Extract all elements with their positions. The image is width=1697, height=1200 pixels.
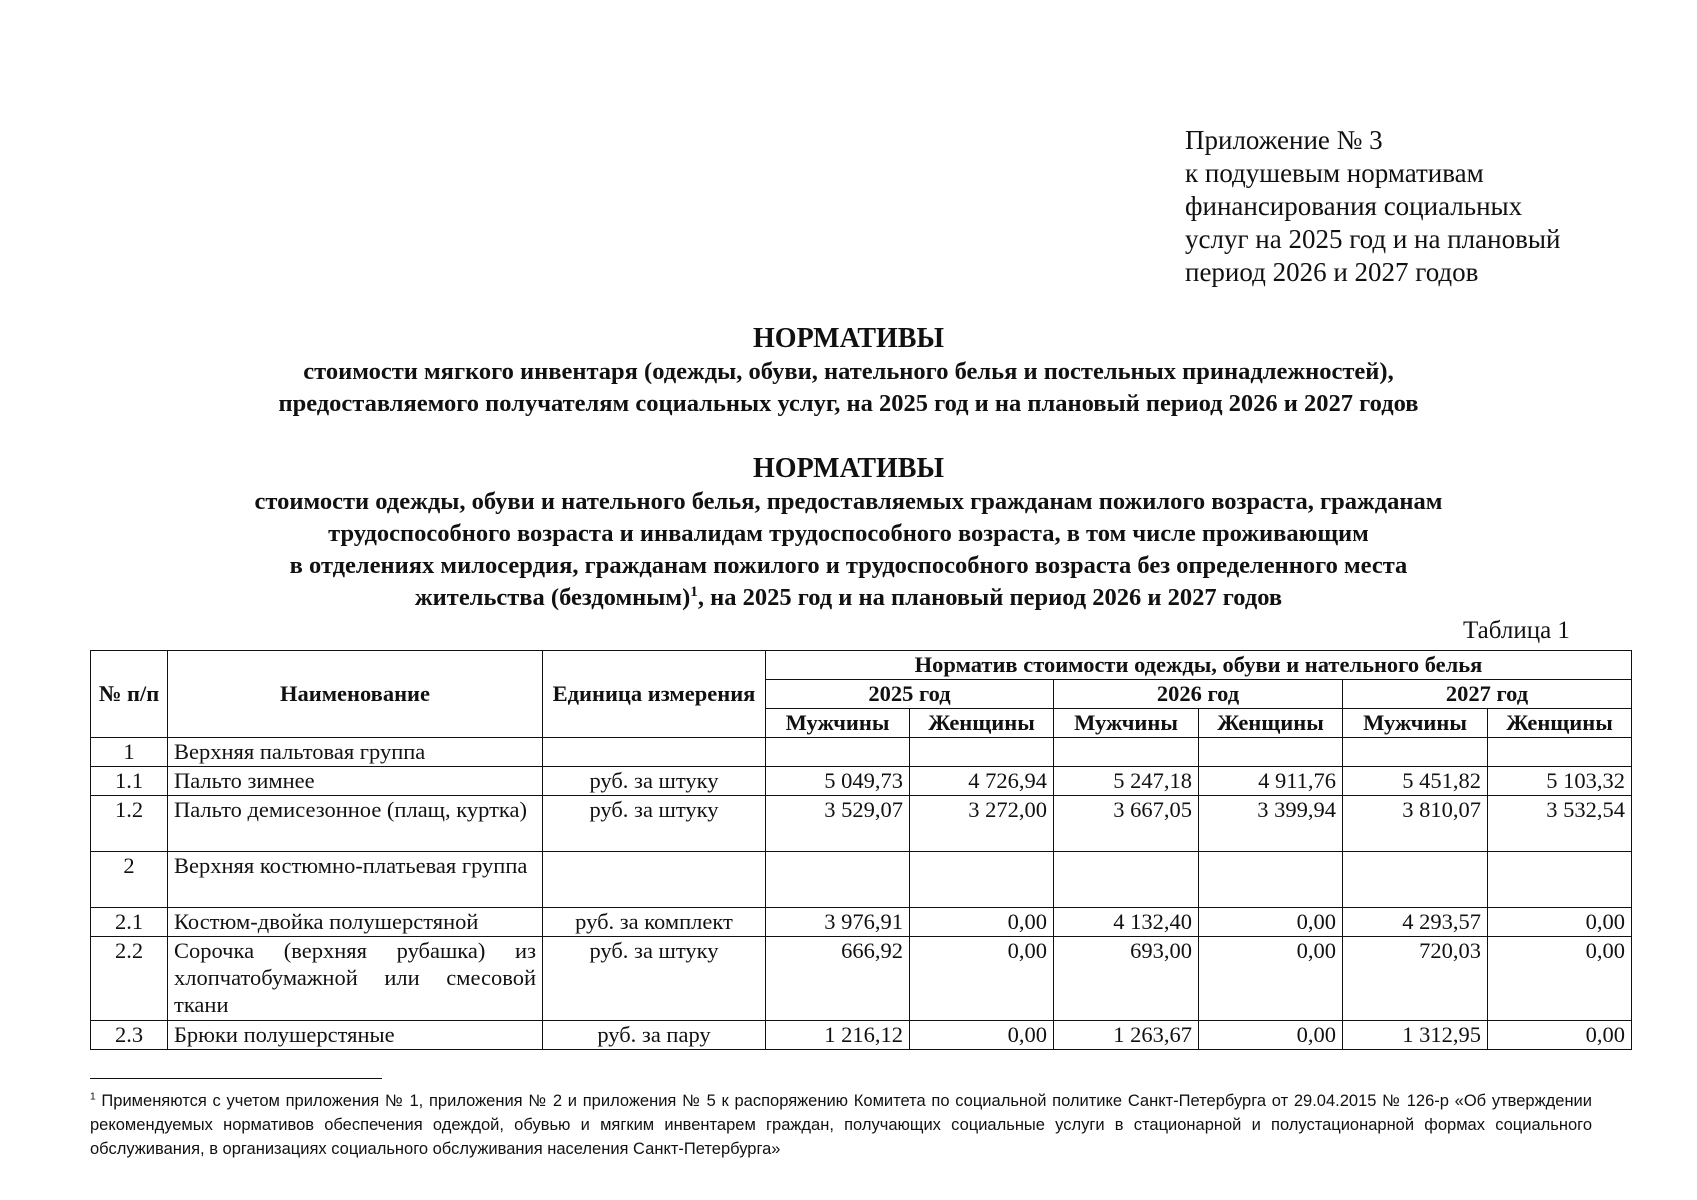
value-cell: 3 667,05: [1054, 796, 1199, 852]
table-caption: Таблица 1: [1463, 617, 1570, 644]
value-cell: 1 312,95: [1343, 1021, 1488, 1050]
value-cell: [1199, 738, 1343, 767]
row-name: Верхняя костюмно-платьевая группа: [168, 852, 543, 908]
table-row: [91, 796, 1632, 852]
row-name: Пальто демисезонное (плащ, куртка): [168, 796, 543, 852]
header-men: Мужчины: [1054, 709, 1199, 738]
value-cell: 720,03: [1343, 937, 1488, 1021]
value-cell: 0,00: [910, 937, 1054, 1021]
sub-heading: [60, 452, 1637, 614]
value-cell: 0,00: [1199, 1021, 1343, 1050]
header-year: 2026 год: [1054, 680, 1343, 709]
heading-title: НОРМАТИВЫ: [753, 323, 944, 354]
heading-text: жительства (бездомным): [414, 584, 691, 611]
norms-table: [90, 650, 1632, 1050]
table-row: [91, 852, 1632, 908]
value-cell: 3 976,91: [766, 908, 910, 937]
value-cell: 1 263,67: [1054, 1021, 1199, 1050]
value-cell: [1488, 738, 1632, 767]
header-row: [91, 651, 1632, 680]
value-cell: 3 529,07: [766, 796, 910, 852]
header-men: Мужчины: [766, 709, 910, 738]
table-row: [91, 908, 1632, 937]
value-cell: 3 810,07: [1343, 796, 1488, 852]
value-cell: 4 911,76: [1199, 767, 1343, 796]
heading-line: стоимости одежды, обуви и нательного белья, предоставляемых гражданам пожилого возраста, гражданам: [254, 488, 1443, 515]
heading-text: , на 2025 год и на плановый период 2026 и 2027 годов: [697, 584, 1283, 611]
row-num: 1.1: [91, 767, 168, 796]
value-cell: 3 532,54: [1488, 796, 1632, 852]
row-unit: руб. за комплект: [543, 908, 766, 937]
appendix-line: финансирования социальных: [1185, 191, 1523, 221]
footnote: [90, 1089, 1592, 1161]
value-cell: 3 399,94: [1199, 796, 1343, 852]
appendix-line: Приложение № 3: [1185, 125, 1383, 155]
row-unit: [543, 852, 766, 908]
header-women: Женщины: [1488, 709, 1632, 738]
value-cell: 0,00: [1488, 908, 1632, 937]
row-num: 1.2: [91, 796, 168, 852]
row-num: 2: [91, 852, 168, 908]
row-unit: руб. за штуку: [543, 937, 766, 1021]
value-cell: 693,00: [1054, 937, 1199, 1021]
value-cell: 0,00: [910, 1021, 1054, 1050]
value-cell: 4 726,94: [910, 767, 1054, 796]
row-num: 2.3: [91, 1021, 168, 1050]
table-row: [91, 937, 1632, 1021]
value-cell: [1199, 852, 1343, 908]
value-cell: [910, 738, 1054, 767]
heading-line: в отделениях милосердия, гражданам пожилого и трудоспособного возраста без определенного места: [289, 552, 1408, 579]
header-men: Мужчины: [1343, 709, 1488, 738]
value-cell: 1 216,12: [766, 1021, 910, 1050]
footnote-mark: 1: [90, 1091, 96, 1103]
value-cell: 5 049,73: [766, 767, 910, 796]
value-cell: 5 451,82: [1343, 767, 1488, 796]
row-num: 2.1: [91, 908, 168, 937]
header-women: Женщины: [910, 709, 1054, 738]
table-row: [91, 767, 1632, 796]
value-cell: [766, 738, 910, 767]
appendix-line: к подушевым нормативам: [1185, 158, 1484, 188]
value-cell: [1343, 852, 1488, 908]
appendix-line: период 2026 и 2027 годов: [1185, 257, 1479, 287]
appendix-note: [1185, 124, 1655, 289]
value-cell: [766, 852, 910, 908]
value-cell: [1488, 852, 1632, 908]
table-row: [91, 1021, 1632, 1050]
value-cell: [910, 852, 1054, 908]
value-cell: 5 247,18: [1054, 767, 1199, 796]
value-cell: [1054, 738, 1199, 767]
value-cell: 3 272,00: [910, 796, 1054, 852]
value-cell: [1054, 852, 1199, 908]
row-name: Верхняя пальтовая группа: [168, 738, 543, 767]
header-year: 2025 год: [766, 680, 1054, 709]
header-year: 2027 год: [1343, 680, 1632, 709]
row-name: Сорочка (верхняя рубашка) из хлопчатобумажной или смесовой ткани: [168, 937, 543, 1021]
table-row: [91, 738, 1632, 767]
value-cell: 0,00: [1488, 937, 1632, 1021]
row-name: Костюм-двойка полушерстяной: [168, 908, 543, 937]
appendix-line: услуг на 2025 год и на плановый: [1185, 224, 1561, 254]
value-cell: 4 132,40: [1054, 908, 1199, 937]
heading-line: стоимости мягкого инвентаря (одежды, обуви, нательного белья и постельных принадлежностей),: [303, 358, 1394, 385]
row-unit: руб. за штуку: [543, 796, 766, 852]
main-heading: [60, 322, 1637, 420]
footnote-reference: 1: [690, 582, 698, 600]
value-cell: 0,00: [1199, 937, 1343, 1021]
value-cell: 4 293,57: [1343, 908, 1488, 937]
row-num: 1: [91, 738, 168, 767]
heading-line: трудоспособного возраста и инвалидам трудоспособного возраста, в том числе проживающим: [328, 520, 1369, 547]
heading-line: предоставляемого получателям социальных услуг, на 2025 год и на плановый период 2026 и 2027 годов: [278, 390, 1419, 417]
row-unit: [543, 738, 766, 767]
header-women: Женщины: [1199, 709, 1343, 738]
value-cell: [1343, 738, 1488, 767]
value-cell: 0,00: [910, 908, 1054, 937]
row-unit: руб. за штуку: [543, 767, 766, 796]
heading-title: НОРМАТИВЫ: [753, 453, 944, 484]
value-cell: 666,92: [766, 937, 910, 1021]
value-cell: 0,00: [1199, 908, 1343, 937]
footnote-text: Применяются с учетом приложения № 1, приложения № 2 и приложения № 5 к распоряжению Комитета по социальной политике Санкт-Петербурга от 29.04.2015 № 126-р «Об утверждении рекомендуемых нормативов обеспечения одеждой, обувью и мягким инвентарем граждан, получающих социальные услуги в стационарной и полустационарной формах социального обслуживания, в организациях социального обслуживания населения Санкт-Петербурга»: [90, 1092, 1592, 1158]
value-cell: 5 103,32: [1488, 767, 1632, 796]
row-name: Брюки полушерстяные: [168, 1021, 543, 1050]
header-norm-group: Норматив стоимости одежды, обуви и нательного белья: [766, 651, 1632, 680]
header-num: № п/п: [91, 651, 168, 738]
header-name: Наименование: [168, 651, 543, 738]
footnote-divider: [90, 1078, 382, 1079]
row-name: Пальто зимнее: [168, 767, 543, 796]
row-unit: руб. за пару: [543, 1021, 766, 1050]
value-cell: 0,00: [1488, 1021, 1632, 1050]
heading-line-last: [60, 582, 1637, 614]
header-unit: Единица измерения: [543, 651, 766, 738]
row-num: 2.2: [91, 937, 168, 1021]
